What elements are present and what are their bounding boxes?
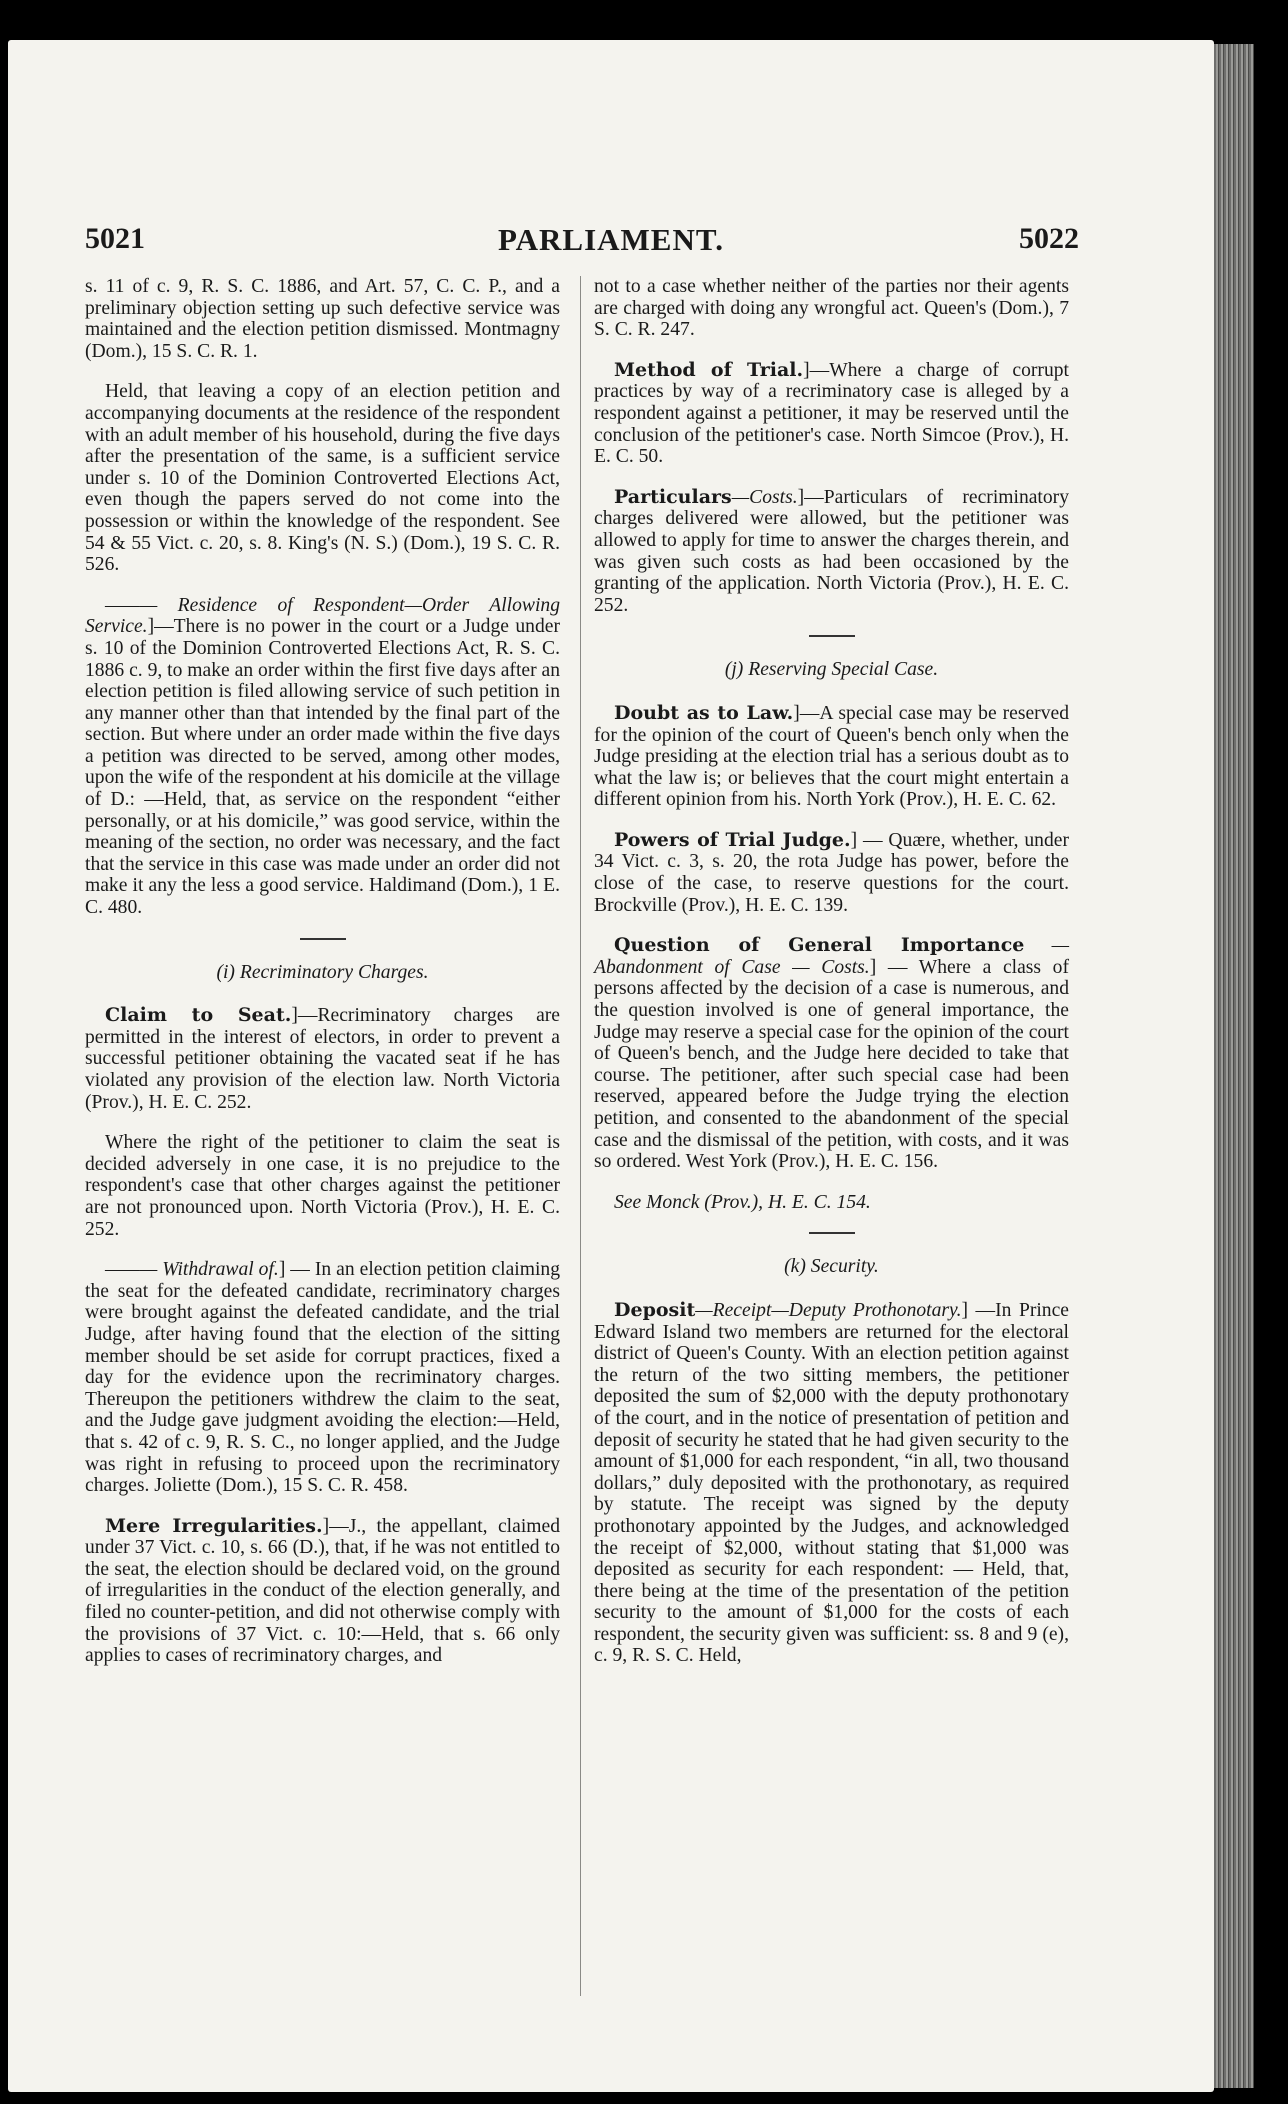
entry-subtitle: —Receipt—Deputy Prothonotary. [695,1299,962,1321]
entry-text: ]—Particulars of recriminatory charges delivered were allowed, but the petitioner was allowed to apply for time to answer the charges therein, and was given such costs as had been occasioned by the granting of the application. North Victoria (Prov.), H. E. C. 252. [594,486,1069,616]
paragraph [594,360,1069,468]
paragraph [594,1300,1069,1667]
page-title: PARLIAMENT. [498,222,724,257]
paragraph: s. 11 of c. 9, R. S. C. 1886, and Art. 57, C. C. P., and a preliminary objection setting up such defective service was maintained and the election petition dismissed. Montmagny (Dom.), 15 S. C. R. 1. [85,276,560,362]
entry-text: ]—Where a charge of corrupt practices by way of a recriminatory case is alleged by a respondent against a petitioner, it may be reserved until the conclusion of the petitioner's case. North Simcoe (Prov.), H. E. C. 50. [594,359,1069,468]
right-column [594,276,1069,1686]
paragraph: Held, that leaving a copy of an election petition and accompanying documents at the residence of the respondent with an adult member of his household, during the five days after the presentation of the same, is a sufficient service under s. 10 of the Dominion Controverted Elections Act, even though the papers served do not come into the possession or within the knowledge of the respondent. See 54 & 55 Vict. c. 20, s. 8. King's (N. S.) (Dom.), 19 S. C. R. 526. [85,381,560,576]
section-rule [809,635,855,637]
entry-text: ]—Recriminatory charges are permitted in the interest of electors, in order to prevent a successful petitioner obtaining the vacated seat if he has violated any provision of the election law. North Victoria (Prov.), H. E. C. 252. [85,1005,560,1113]
book-page-edge [1214,44,1254,2088]
entry-heading: Deposit [614,1298,696,1321]
entry-heading: Claim to Seat. [105,1004,292,1027]
paragraph [594,935,1069,1173]
entry-heading: Doubt as to Law. [614,701,794,724]
paragraph [594,703,1069,811]
paragraph [594,830,1069,916]
entry-text: ] —In Prince Edward Island two members are returned for the electoral district of Queen's County. With an election petition against the return of the two sitting members, the petitioner deposited the sum of $2,000 with the deputy prothonotary of the court, and in the notice of presentation of petition and deposit of security he stated that he had given security to the amount of $1,000 for each respondent, “in all, two thousand dollars,” duly deposited with the prothonotary, as required by statute. The receipt was signed by the deputy prothonotary appointed by the Judges, and acknowledged the receipt of $2,000, without stating that $1,000 was deposited as security for each respondent: — Held, that, there being at the time of the presentation of the petition security to the amount of $1,000 for the costs of each respondent, the security given was sufficient: ss. 8 and 9 (e), c. 9, R. S. C. Held, [594,1299,1069,1667]
entry-text: ] — Where a class of persons affected by the decision of a case is numerous, and the question involved is one of general importance, the Judge may reserve a special case for the opinion of the court of Queen's bench, and the Judge here decided to take that course. The petitioner, after such special case had been reserved, appeared before the Judge trying the election petition, and consented to the abandonment of the special case and the dismissal of the petition, with costs, and it was so ordered. West York (Prov.), H. E. C. 156. [594,956,1069,1173]
section-heading: (j) Reserving Special Case. [724,659,939,681]
entry-subtitle: — Abandonment of Case — Costs. [594,935,1069,978]
paragraph [85,1259,560,1497]
entry-heading: Method of Trial. [614,358,804,381]
left-column [85,276,560,1686]
entry-subtitle: ——— Residence of Respondent—Order Allowing Service. [85,594,560,638]
document-page [8,40,1214,2092]
entry-text: ] — In an election petition claiming the seat for the defeated candidate, recriminatory charges were brought against the defeated candidate, and the trial Judge, after having found that the election of the sitting member should be set aside for corrupt practices, fixed a day for the evidence upon the recriminatory charges. Thereupon the petitioners withdrew the claim to the seat, and the Judge gave judgment avoiding the election:—Held, that s. 42 of c. 9, R. S. C., no longer applied, and the Judge was right in refusing to proceed upon the recriminatory charges. Joliette (Dom.), 15 S. C. R. 458. [85,1259,561,1497]
entry-heading: Question of General Importance [614,934,1025,957]
entry-text: ] — Quære, whether, under 34 Vict. c. 3, s. 20, the rota Judge has power, before the close of the case, to reserve questions for the court. Brockville (Prov.), H. E. C. 139. [594,829,1069,916]
entry-heading: Mere Irregularities. [105,1514,323,1537]
paragraph [594,487,1069,617]
paragraph [85,1516,560,1667]
paragraph: See Monck (Prov.), H. E. C. 154. [614,1191,871,1213]
section-rule [809,1232,855,1234]
entry-text: ]—There is no power in the court or a Judge under s. 10 of the Dominion Controverted Elections Act, R. S. C. 1886 c. 9, to make an order within the first five days after an election petition is filed allowing service of such petition in any manner other than that intended by the final part of the section. But where under an order made within the five days a petition was directed to be served, among other modes, upon the wife of the respondent at his domicile at the village of D.: —Held, that, as service on the respondent “either personally, or at his domicile,” was good service, within the meaning of the section, no order was necessary, and the fact that the service in this case was made under an order did not make it any the less a good service. Haldimand (Dom.), 1 E. C. 480. [85,616,561,919]
section-heading: (k) Security. [784,1256,879,1278]
paragraph: not to a case whether neither of the parties nor their agents are charged with doing any wrongful act. Queen's (Dom.), 7 S. C. R. 247. [594,276,1069,341]
page-number-right: 5022 [1019,222,1079,255]
entry-text: ]—J., the appellant, claimed under 37 Vict. c. 10, s. 66 (D.), that, if he was not entitled to the seat, the election should be declared void, on the ground of irregularities in the conduct of the election generally, and filed no counter-petition, and did not otherwise comply with the provisions of 37 Vict. c. 10:—Held, that s. 66 only applies to cases of recriminatory charges, and [85,1515,560,1667]
paragraph: Where the right of the petitioner to claim the seat is decided adversely in one case, it is no prejudice to the respondent's case that other charges against the petitioner are not pronounced upon. North Victoria (Prov.), H. E. C. 252. [85,1132,560,1240]
entry-subtitle: ——— Withdrawal of. [105,1259,279,1281]
entry-subtitle: —Costs. [731,486,798,508]
section-heading: (i) Recriminatory Charges. [216,961,429,983]
section-rule [300,938,346,940]
page-number-left: 5021 [85,222,145,255]
entry-heading: Particulars [614,485,732,508]
column-divider [580,276,581,1996]
entry-text: ]—A special case may be reserved for the opinion of the court of Queen's bench only when the Judge presiding at the election trial has a serious doubt as to what the law is; or believes that the court might entertain a different opinion from his. North York (Prov.), H. E. C. 62. [594,702,1069,811]
paragraph [85,1005,560,1113]
entry-heading: Powers of Trial Judge. [614,828,851,851]
paragraph [85,595,560,919]
